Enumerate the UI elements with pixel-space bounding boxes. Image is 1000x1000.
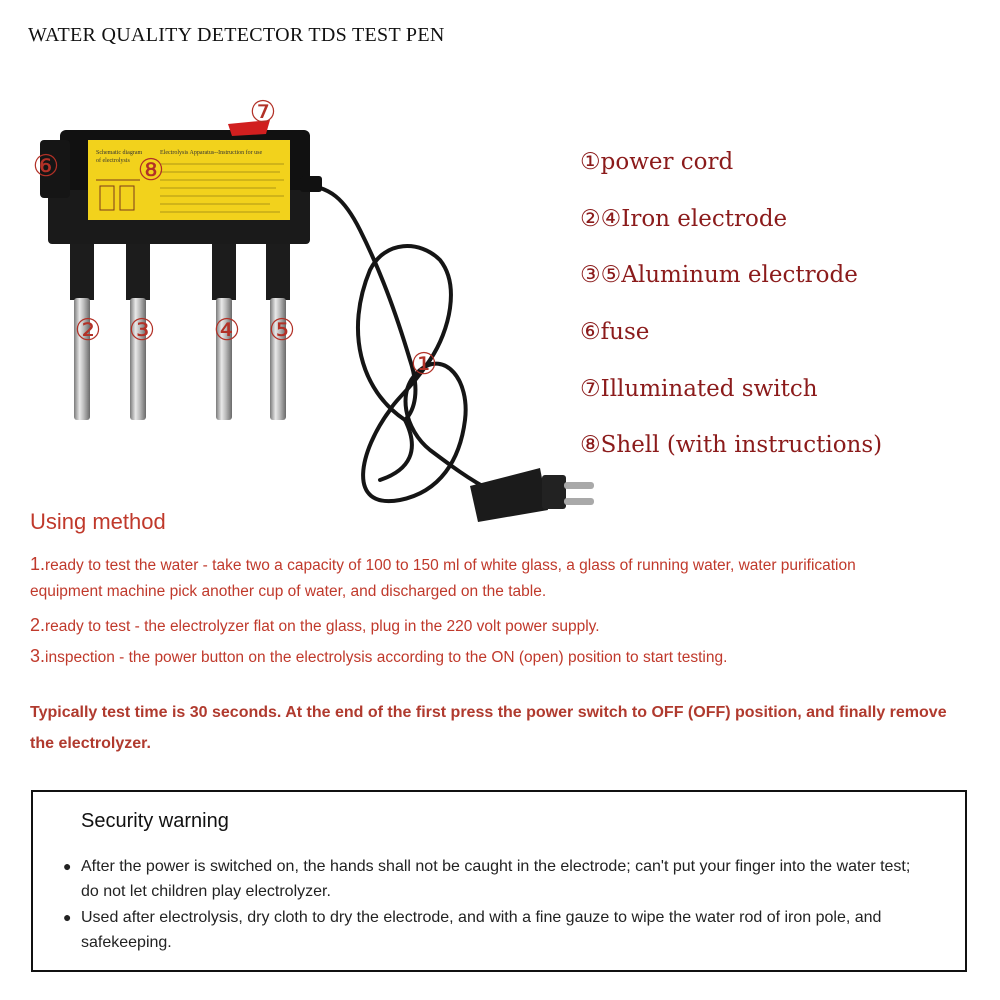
callout-2: ② <box>74 313 102 348</box>
test-time-note: Typically test time is 30 seconds. At the end of the first press the power switch to OFF (OFF) position, and finally remove the electrolyzer. <box>30 704 947 752</box>
step-text: ready to test - the electrolyzer flat on the glass, plug in the 220 volt power supply. <box>45 618 600 635</box>
product-illustration <box>0 90 620 550</box>
bullet-icon: ● <box>63 909 72 925</box>
using-method-heading: Using method <box>30 509 166 534</box>
parts-legend <box>580 134 882 474</box>
legend-item: ⑥fuse <box>580 319 650 346</box>
panel-text: Schematic diagram <box>96 150 143 156</box>
legend-item: ⑧Shell (with instructions) <box>580 432 883 459</box>
callout-7: ⑦ <box>249 95 277 130</box>
bullet-icon: ● <box>63 858 72 874</box>
legend-item: ①power cord <box>580 149 734 176</box>
warning-item <box>63 905 923 955</box>
warning-item <box>63 854 923 904</box>
callout-5: ⑤ <box>268 313 296 348</box>
usage-step-1 <box>30 551 930 605</box>
page-title: WATER QUALITY DETECTOR TDS TEST PEN <box>28 24 445 46</box>
panel-text: Electrolysis Apparatus--Instruction for use <box>160 150 263 156</box>
legend-item: ②④Iron electrode <box>580 205 788 232</box>
legend-item: ③⑤Aluminum electrode <box>580 262 858 289</box>
warning-text: After the power is switched on, the hands shall not be caught in the electrode; can't put your finger into the water test; do not let children play electrolyzer. <box>81 858 911 900</box>
power-cord <box>300 185 490 501</box>
callout-3: ③ <box>128 313 156 348</box>
legend-item: ⑦Illuminated switch <box>580 375 818 402</box>
panel-text: of electrolysis <box>96 158 130 164</box>
step-text: inspection - the power button on the electrolysis according to the ON (open) position to start testing. <box>45 649 728 666</box>
security-warning-box <box>31 790 967 972</box>
usage-step-2 <box>30 612 600 640</box>
callout-8: ⑧ <box>137 153 165 188</box>
plug <box>470 468 594 522</box>
step-number: 1. <box>30 554 46 574</box>
step-number: 2. <box>30 615 46 635</box>
step-number: 3. <box>30 646 46 666</box>
warning-text: Used after electrolysis, dry cloth to dry the electrode, and with a fine gauze to wipe the water rod of iron pole, and safekeeping. <box>81 909 882 951</box>
callout-1: ① <box>410 347 438 382</box>
usage-step-3 <box>30 643 727 671</box>
device-body <box>40 120 322 244</box>
warning-title: Security warning <box>81 810 229 832</box>
step-text: ready to test the water - take two a capacity of 100 to 150 ml of white glass, a glass of running water, water purification equipment machine pick another cup of water, and discharged on the table. <box>30 557 856 600</box>
callout-6: ⑥ <box>32 149 60 184</box>
callout-4: ④ <box>213 313 241 348</box>
